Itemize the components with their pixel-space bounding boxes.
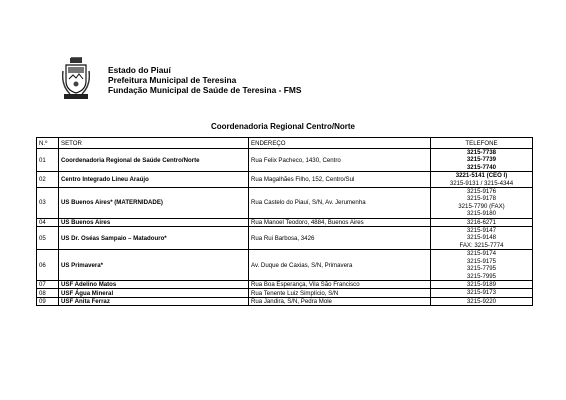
header-phone: TELEFONE (431, 138, 533, 149)
phone-number: 3215-9180 (466, 210, 497, 218)
table-row (37, 297, 533, 305)
header-text (108, 65, 301, 95)
row-phones (431, 297, 533, 305)
table-row (37, 188, 533, 219)
row-address: Rua Jandira, S/N, Pedra Mole (249, 297, 431, 305)
row-phones (431, 149, 533, 172)
row-sector: US Buenos Aires (59, 218, 249, 226)
row-number: 04 (37, 218, 59, 226)
row-number: 09 (37, 297, 59, 305)
row-address: Rua Manoel Teodoro, 4884, Buenos Aires (249, 218, 431, 226)
row-phones (431, 227, 533, 250)
row-phones (431, 218, 533, 226)
row-address: Rua Boa Esperança, Vila São Francisco (249, 280, 431, 288)
row-phones (431, 289, 533, 297)
phone-number: 3215-9176 (466, 188, 497, 196)
phone-number: 3215-7795 (466, 265, 497, 273)
phone-number: 3215-9175 (466, 257, 497, 265)
row-sector: USF Água Mineral (59, 289, 249, 297)
units-table (36, 137, 533, 306)
table-row (37, 280, 533, 288)
phone-number: 3215-7790 (FAX) (458, 202, 505, 210)
row-number: 06 (37, 250, 59, 281)
row-address: Rua Felix Pacheco, 1430, Centro (249, 149, 431, 172)
row-sector: Centro Integrado Lineu Araújo (59, 172, 249, 188)
header-foundation: Fundação Municipal de Saúde de Teresina - FMS (108, 85, 302, 95)
phone-number: 3215-7740 (466, 163, 497, 171)
phone-number: 3216-6271 (466, 218, 497, 226)
header-sector: SETOR (59, 138, 249, 149)
row-phones (431, 250, 533, 281)
row-sector: US Primavera* (59, 250, 249, 281)
table-row (37, 289, 533, 297)
header-number: N.º (37, 138, 59, 149)
row-address: Rua Magalhães Filho, 152, Centro/Sul (249, 172, 431, 188)
phone-number: 3215-9189 (466, 280, 497, 288)
phone-number: 3215-9131 / 3215-4344 (449, 179, 514, 187)
row-sector: US Buenos Aires* (MATERNIDADE) (59, 188, 249, 219)
header-address: ENDEREÇO (249, 138, 431, 149)
table-row (37, 149, 533, 172)
phone-number: 3215-9148 (466, 234, 497, 242)
phone-number: 3215-9178 (466, 195, 497, 203)
phone-number: 3221-5141 (CEO I) (455, 172, 508, 180)
phone-number: 3215-7738 (466, 149, 497, 156)
phone-number: 3215-9173 (466, 289, 497, 297)
section-title: Coordenadoria Regional Centro/Norte (210, 122, 355, 131)
row-address: Rua Tenente Luiz Simplício, S/N (249, 289, 431, 297)
row-phones (431, 280, 533, 288)
row-address: Av. Duque de Caxias, S/N, Primavera (249, 250, 431, 281)
row-number: 08 (37, 289, 59, 297)
table-row (37, 218, 533, 226)
row-phones (431, 172, 533, 188)
header-prefecture: Prefeitura Municipal de Teresina (108, 75, 237, 85)
row-phones (431, 188, 533, 219)
header-state: Estado do Piauí (108, 65, 171, 75)
phone-number: 3215-9174 (466, 250, 497, 258)
row-sector: USF Anita Ferraz (59, 297, 249, 305)
row-number: 03 (37, 188, 59, 219)
row-number: 05 (37, 227, 59, 250)
row-sector: USF Adelino Matos (59, 280, 249, 288)
table-row (37, 250, 533, 281)
table-row (37, 172, 533, 188)
row-sector: Coordenadoria Regional de Saúde Centro/Norte (59, 149, 249, 172)
row-number: 07 (37, 280, 59, 288)
row-address: Rua Rui Barbosa, 3426 (249, 227, 431, 250)
phone-number: FAX: 3215-7774 (459, 241, 504, 249)
phone-number: 3215-9220 (466, 297, 497, 305)
row-number: 02 (37, 172, 59, 188)
row-address: Rua Castelo do Piauí, S/N, Av. Jerumenha (249, 188, 431, 219)
phone-number: 3215-7995 (466, 272, 497, 280)
table-header-row (37, 138, 533, 149)
row-sector: US Dr. Oséas Sampaio – Matadouro* (59, 227, 249, 250)
table-row (37, 227, 533, 250)
coat-of-arms-icon (62, 57, 90, 101)
phone-number: 3215-9147 (466, 227, 497, 235)
row-number: 01 (37, 149, 59, 172)
phone-number: 3215-7739 (466, 156, 497, 164)
